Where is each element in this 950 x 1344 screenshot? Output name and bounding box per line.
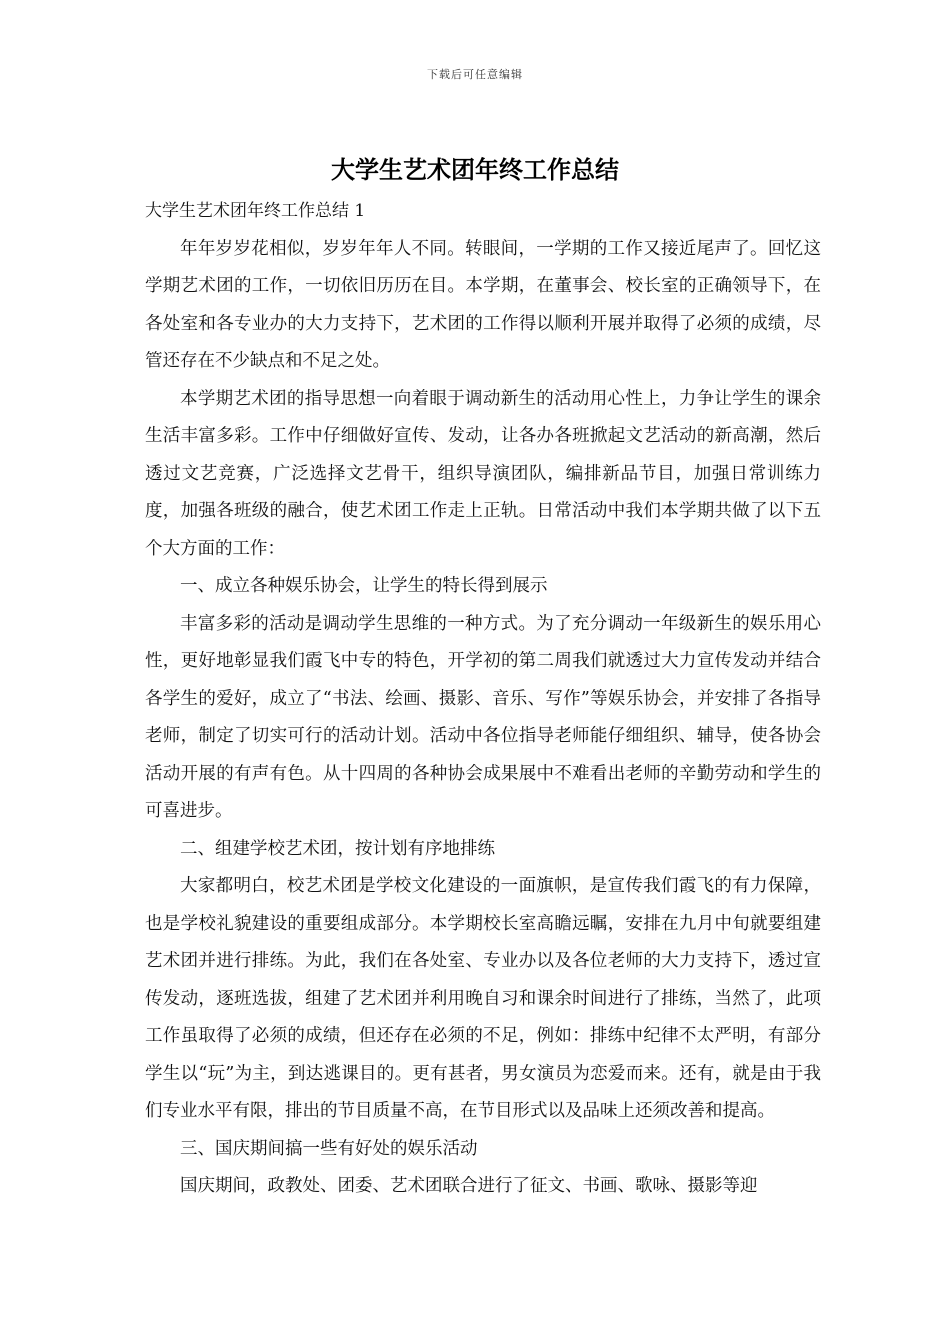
- paragraph-associations: 丰富多彩的活动是调动学生思维的一种方式。为了充分调动一年级新生的娱乐用心性，更好地彰显我们霞飞中专的特色，开学初的第二周我们就透过大力宣传发动并结合各学生的爱好，成立了“书法、绘画、摄影、音乐、写作”等娱乐协会，并安排了各指导老师，制定了切实可行的活动计划。活动中各位指导老师能仔细组织、辅导，使各协会活动开展的有声有色。从十四周的各种协会成果展中不难看出老师的辛勤劳动和学生的可喜进步。: [145, 613, 821, 821]
- section-heading-1: 一、成立各种娱乐协会，让学生的特长得到展示: [180, 576, 548, 596]
- header-note: 下载后可任意编辑: [427, 68, 523, 81]
- section-heading-2: 二、组建学校艺术团，按计划有序地排练: [180, 838, 495, 859]
- paragraph-intro: 年年岁岁花相似，岁岁年年人不同。转眼间，一学期的工作又接近尾声了。回忆这学期艺术团的工作，一切依旧历历在目。本学期，在董事会、校长室的正确领导下，在各处室和各专业办的大力支持下，艺术团的工作得以顺利开展并取得了必须的成绩，尽管还存在不少缺点和不足之处。: [145, 238, 821, 371]
- section-subtitle: 大学生艺术团年终工作总结 1: [145, 201, 366, 221]
- paragraph-national-day: 国庆期间，政教处、团委、艺术团联合进行了征文、书画、歌咏、摄影等迎: [180, 1176, 758, 1196]
- document-title: 大学生艺术团年终工作总结: [331, 155, 619, 184]
- document-body: [145, 193, 821, 1206]
- paragraph-art-troupe: 大家都明白，校艺术团是学校文化建设的一面旗帜，是宣传我们霞飞的有力保障，也是学校礼貌建设的重要组成部分。本学期校长室高瞻远瞩，安排在九月中旬就要组建艺术团并进行排练。为此，我们在各处室、专业办以及各位老师的大力支持下，透过宣传发动，逐班选拔，组建了艺术团并利用晚自习和课余时间进行了排练，当然了，此项工作虽取得了必须的成绩，但还存在必须的不足，例如：排练中纪律不太严明，有部分学生以“玩”为主，到达逃课目的。更有甚者，男女演员为恋爱而来。还有，就是由于我们专业水平有限，排出的节目质量不高，在节目形式以及品味上还须改善和提高。: [145, 876, 821, 1121]
- paragraph-guiding-thought: 本学期艺术团的指导思想一向着眼于调动新生的活动用心性上，力争让学生的课余生活丰富多彩。工作中仔细做好宣传、发动，让各办各班掀起文艺活动的新高潮，然后透过文艺竞赛，广泛选择文艺骨干，组织导演团队，编排新品节目，加强日常训练力度，加强各班级的融合，使艺术团工作走上正轨。日常活动中我们本学期共做了以下五个大方面的工作：: [145, 388, 821, 559]
- section-heading-3: 三、国庆期间搞一些有好处的娱乐活动: [180, 1138, 478, 1159]
